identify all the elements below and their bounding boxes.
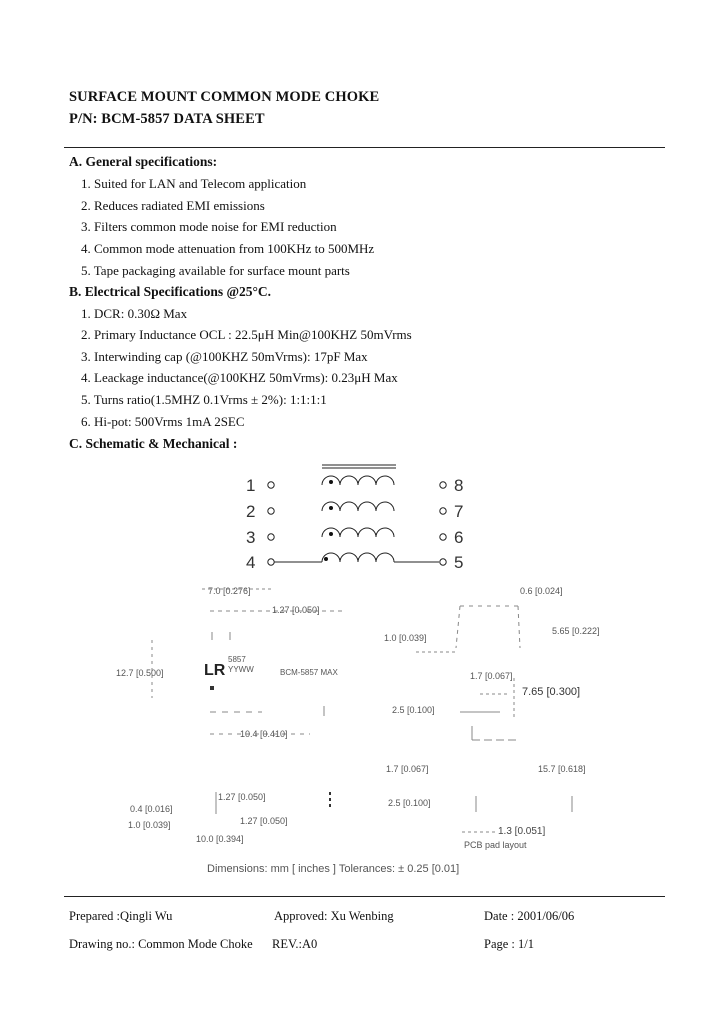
pin-label-6: 6 — [454, 528, 464, 547]
footer-divider — [64, 896, 665, 897]
dim-right-height: 5.65 [0.222] — [552, 626, 600, 636]
prepared-by: Prepared :Qingli Wu — [69, 909, 173, 923]
section-c-heading: C. Schematic & Mechanical : — [69, 436, 238, 451]
drawing-number: Drawing no.: Common Mode Choke — [69, 937, 253, 951]
pin-label-1: 1 — [246, 476, 256, 495]
dim-body-length: 10.4 [0.410] — [240, 729, 288, 739]
pin-terminal-3 — [268, 534, 274, 540]
date: Date : 2001/06/06 — [484, 909, 575, 923]
pin-terminal-8 — [440, 482, 446, 488]
dim-pad: 1.27 [0.050] — [218, 792, 266, 802]
pin-terminal-4 — [268, 559, 274, 565]
pin-label-5: 5 — [454, 553, 464, 572]
document-title: SURFACE MOUNT COMMON MODE CHOKE — [69, 89, 380, 105]
dim-right-width: 7.65 [0.300] — [522, 686, 581, 698]
pin-terminal-6 — [440, 534, 446, 540]
spec-a-item-4: 4. Common mode attenuation from 100KHz to 500MHz — [81, 241, 375, 256]
section-b-heading: B. Electrical Specifications @25°C. — [69, 284, 272, 299]
marking-part-side: BCM-5857 MAX — [280, 668, 338, 677]
dim-small-a: 1.0 [0.039] — [128, 820, 171, 830]
spec-b-item-1: 1. DCR: 0.30Ω Max — [81, 306, 188, 321]
dim-side-lead: 1.0 [0.039] — [384, 633, 427, 643]
pcb-note: PCB pad layout — [464, 840, 527, 850]
pin-terminal-1 — [268, 482, 274, 488]
dim-pitch-lower: 1.27 [0.050] — [240, 816, 288, 826]
pin-label-3: 3 — [246, 528, 256, 547]
dim-pad-total: 10.0 [0.394] — [196, 834, 244, 844]
spec-b-item-3: 3. Interwinding cap (@100KHZ 50mVrms): 17pF Max — [81, 349, 368, 364]
dim-right-top: 0.6 [0.024] — [520, 586, 563, 596]
spec-a-item-1: 1. Suited for LAN and Telecom application — [81, 176, 307, 191]
dim-foot-ref: 1.3 [0.051] — [498, 826, 546, 837]
dim-pitch: 1.27 [0.050] — [272, 605, 320, 615]
dimensions-note: Dimensions: mm [ inches ] Tolerances: ± 0.25 [0.01] — [207, 863, 460, 875]
mechanical-drawing — [100, 578, 620, 858]
winding-4 — [322, 553, 394, 562]
marking-line-2: YYWW — [228, 665, 254, 674]
pin1-marker — [210, 686, 214, 690]
page-number: Page : 1/1 — [484, 937, 534, 951]
spec-b-item-5: 5. Turns ratio(1.5MHZ 0.1Vrms ± 2%): 1:1:1:1 — [81, 392, 327, 407]
header-divider — [64, 147, 665, 148]
spec-a-item-3: 3. Filters common mode noise for EMI reduction — [81, 219, 337, 234]
dim-top-width: 7.0 [0.276] — [208, 586, 251, 596]
spec-b-item-2: 2. Primary Inductance OCL : 22.5μH Min@100KHZ 50mVrms — [81, 327, 412, 342]
spec-a-item-5: 5. Tape packaging available for surface mount parts — [81, 263, 350, 278]
polarity-dot-3 — [329, 532, 333, 536]
spec-a-item-2: 2. Reduces radiated EMI emissions — [81, 198, 265, 213]
polarity-dot-4 — [324, 557, 328, 561]
dim-lead-span: 2.5 [0.100] — [392, 705, 435, 715]
spec-b-item-4: 4. Leackage inductance(@100KHZ 50mVrms): 0.23μH Max — [81, 370, 398, 385]
pin-label-7: 7 — [454, 502, 464, 521]
side-left-edge — [456, 606, 460, 648]
pin-terminal-5 — [440, 559, 446, 565]
winding-2 — [322, 502, 394, 511]
schematic-diagram — [240, 460, 480, 575]
winding-1 — [322, 476, 394, 485]
marking-line-1: 5857 — [228, 655, 246, 664]
pin-terminal-2 — [268, 508, 274, 514]
pin-label-8: 8 — [454, 476, 464, 495]
pin-terminal-7 — [440, 508, 446, 514]
side-right-edge — [518, 606, 520, 648]
winding-3 — [322, 528, 394, 537]
approved-by: Approved: Xu Wenbing — [274, 909, 394, 923]
dim-lower-c: 2.5 [0.100] — [388, 798, 431, 808]
section-a-heading: A. General specifications: — [69, 154, 218, 169]
marking-logo: LR — [204, 662, 226, 679]
pin-label-4: 4 — [246, 553, 256, 572]
pin-label-2: 2 — [246, 502, 256, 521]
dim-lower-a: 1.7 [0.067] — [386, 764, 429, 774]
dim-height-left: 12.7 [0.500] — [116, 668, 164, 678]
part-number: P/N: BCM-5857 DATA SHEET — [69, 111, 265, 127]
dim-small-b: 0.4 [0.016] — [130, 804, 173, 814]
spec-b-item-6: 6. Hi-pot: 500Vrms 1mA 2SEC — [81, 414, 245, 429]
dim-lower-b: 15.7 [0.618] — [538, 764, 586, 774]
polarity-dot-1 — [329, 480, 333, 484]
polarity-dot-2 — [329, 506, 333, 510]
dim-mid-small: 1.7 [0.067] — [470, 671, 513, 681]
revision: REV.:A0 — [272, 937, 318, 951]
